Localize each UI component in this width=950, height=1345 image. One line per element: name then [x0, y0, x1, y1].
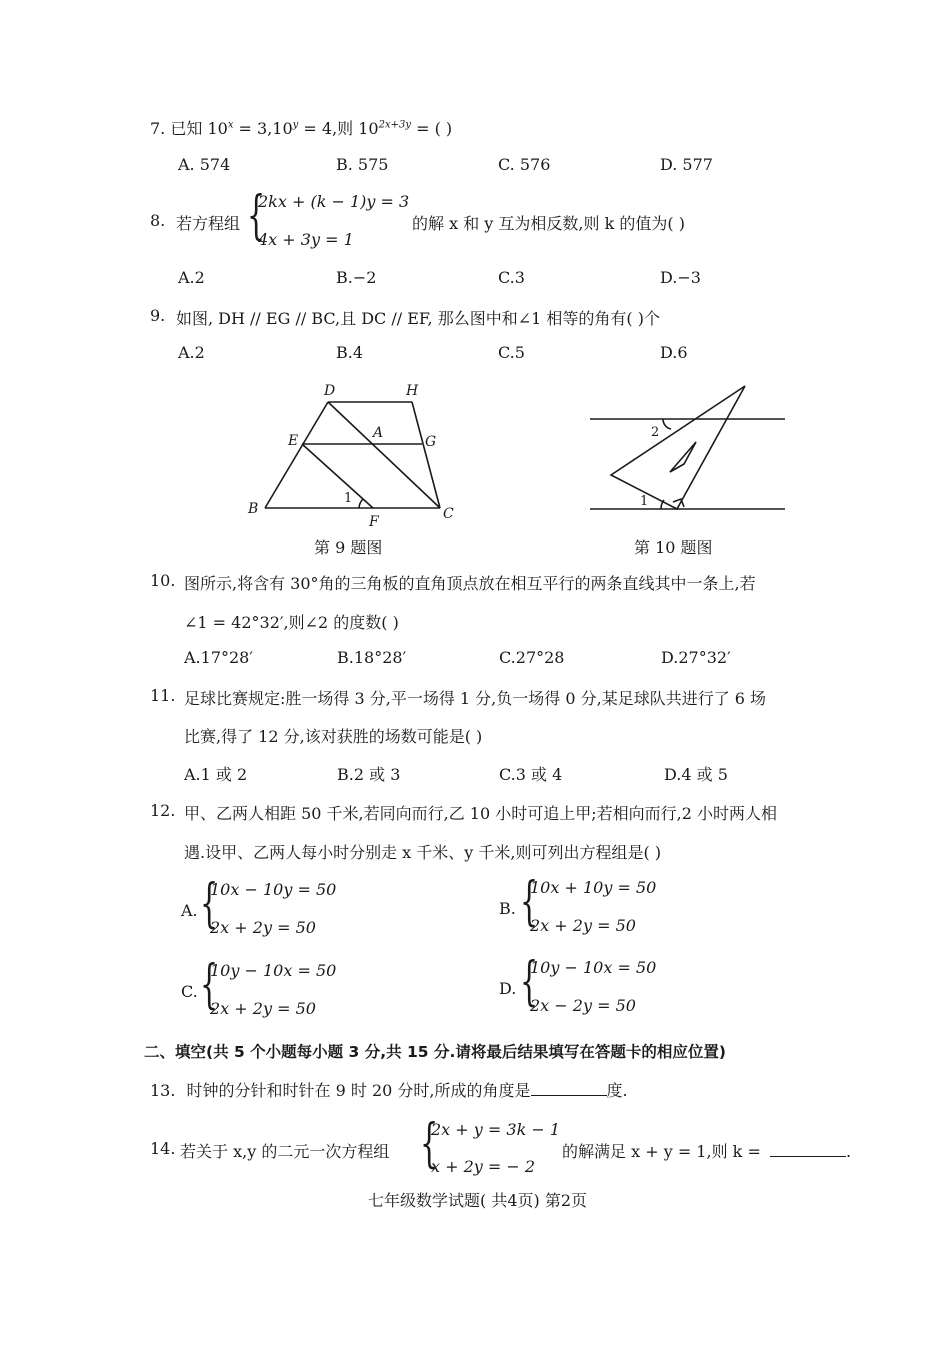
label-angle-2: 2 — [651, 425, 660, 440]
q14-tail: 的解满足 x + y = 1,则 k = — [562, 1142, 761, 1161]
q8-eq1: 2kx + (k − 1)y = 3 — [258, 192, 410, 211]
q12-option-a-brace: { — [200, 874, 219, 934]
q7-option-a: A. 574 — [178, 155, 231, 174]
q9-option-c: C.5 — [498, 343, 525, 362]
q11-number: 11. — [150, 686, 176, 705]
label-a: A — [373, 425, 384, 441]
q9-number: 9. — [150, 306, 166, 325]
q7-sup-exp: 2x+3y — [378, 119, 412, 131]
label-b: B — [248, 501, 259, 517]
q8-number: 8. — [150, 211, 166, 230]
q12-option-b-eq1: 10x + 10y = 50 — [530, 878, 657, 897]
q13-tail: 度. — [606, 1081, 628, 1100]
q14-lead: 若关于 x,y 的二元一次方程组 — [180, 1142, 390, 1161]
q8-option-c: C.3 — [498, 268, 525, 287]
q8-tail: 的解 x 和 y 互为相反数,则 k 的值为( ) — [412, 214, 685, 233]
q12-line2: 遇.设甲、乙两人每小时分别走 x 千米、y 千米,则可列出方程组是( ) — [184, 843, 662, 862]
q13-number: 13. — [150, 1081, 176, 1100]
q13-stem — [150, 1078, 628, 1101]
q9-option-b: B.4 — [336, 343, 364, 362]
q10-option-b: B.18°28′ — [337, 648, 407, 667]
q7-text-b: = 3,10 — [233, 119, 293, 138]
line-db — [265, 402, 328, 508]
triangle-ruler-outer — [611, 386, 745, 509]
q8-lead: 若方程组 — [176, 214, 241, 233]
q9-text: 如图, DH // EG // BC,且 DC // EF, 那么图中和∠1 相等的角有( )个 — [176, 309, 660, 328]
q8-option-a: A.2 — [178, 268, 205, 287]
section-2-heading: 二、填空(共 5 个小题每小题 3 分,共 15 分.请将最后结果填写在答题卡的相应位置) — [144, 1043, 726, 1061]
q12-option-d-eq2: 2x − 2y = 50 — [530, 996, 636, 1015]
q14-number: 14. — [150, 1139, 176, 1158]
q12-option-b-eq2: 2x + 2y = 50 — [530, 916, 636, 935]
q7-number: 7. — [150, 119, 166, 138]
q7-sup-x: x — [227, 119, 234, 131]
page-footer: 七年级数学试题( 共4页) 第2页 — [368, 1191, 588, 1210]
q9-option-d: D.6 — [660, 343, 688, 362]
q11-option-d: D.4 或 5 — [664, 765, 728, 784]
q7-text-d: = ( ) — [411, 119, 453, 138]
figure-9-diagram — [230, 375, 470, 530]
q11-line1: 足球比赛规定:胜一场得 3 分,平一场得 1 分,负一场得 0 分,某足球队共进行了 6 场 — [184, 689, 767, 708]
q13-answer-blank[interactable] — [531, 1081, 607, 1096]
label-f: F — [369, 514, 379, 530]
q7-stem — [150, 116, 452, 139]
q12-option-a-label: A. — [181, 901, 198, 920]
q12-option-a-eq2: 2x + 2y = 50 — [210, 918, 316, 937]
q10-line1: 图所示,将含有 30°角的三角板的直角顶点放在相互平行的两条直线其中一条上,若 — [184, 574, 756, 593]
q12-number: 12. — [150, 801, 176, 820]
q10-line2: ∠1 = 42°32′,则∠2 的度数( ) — [184, 613, 399, 632]
figure-10-diagram — [585, 378, 795, 523]
figure-10-caption: 第 10 题图 — [634, 538, 713, 557]
q10-option-d: D.27°32′ — [661, 648, 731, 667]
q11-line2: 比赛,得了 12 分,该对获胜的场数可能是( ) — [184, 727, 483, 746]
label-c: C — [443, 506, 454, 522]
q12-option-c-eq1: 10y − 10x = 50 — [210, 961, 337, 980]
q7-option-d: D. 577 — [660, 155, 713, 174]
q12-option-d-brace: { — [520, 952, 539, 1012]
q7-option-c: C. 576 — [498, 155, 551, 174]
q12-option-a-eq1: 10x − 10y = 50 — [210, 880, 337, 899]
q8-eq2: 4x + 3y = 1 — [258, 230, 354, 249]
q12-option-c-eq2: 2x + 2y = 50 — [210, 999, 316, 1018]
q11-option-a: A.1 或 2 — [184, 765, 248, 784]
q13-text: 时钟的分针和时针在 9 时 20 分时,所成的角度是 — [186, 1081, 531, 1100]
q9-option-a: A.2 — [178, 343, 205, 362]
q8-option-d: D.−3 — [660, 268, 701, 287]
q14-end: . — [845, 1142, 852, 1161]
label-g: G — [425, 434, 437, 450]
label-d: D — [324, 383, 336, 399]
q14-eq1: 2x + y = 3k − 1 — [431, 1120, 561, 1139]
q12-option-c-brace: { — [200, 955, 219, 1015]
q8-option-b: B.−2 — [336, 268, 377, 287]
q14-tail-wrap — [562, 1139, 851, 1162]
q10-option-c: C.27°28 — [499, 648, 565, 667]
q12-option-d-eq1: 10y − 10x = 50 — [530, 958, 657, 977]
q12-option-d-label: D. — [499, 979, 517, 998]
angle-1-arc — [359, 499, 363, 508]
line-hc — [412, 402, 440, 508]
q12-option-b-label: B. — [499, 899, 516, 918]
q12-option-c-label: C. — [181, 982, 198, 1001]
q14-answer-blank[interactable] — [770, 1142, 846, 1157]
triangle-ruler-hole — [670, 442, 696, 472]
q14-brace: { — [420, 1114, 439, 1174]
q10-option-a: A.17°28′ — [184, 648, 253, 667]
angle-2-arc — [663, 419, 671, 429]
label-h: H — [406, 383, 419, 399]
q7-text-a: 已知 10 — [170, 119, 228, 138]
q7-sup-y: y — [292, 119, 299, 131]
label-angle-1-fig10: 1 — [640, 494, 649, 509]
q12-option-b-brace: { — [520, 872, 539, 932]
q10-number: 10. — [150, 571, 176, 590]
figure-9-caption: 第 9 题图 — [314, 538, 383, 557]
q14-eq2: x + 2y = − 2 — [431, 1157, 536, 1176]
q7-option-b: B. 575 — [336, 155, 389, 174]
q7-text-c: = 4,则 10 — [298, 119, 379, 138]
label-angle-1: 1 — [344, 491, 353, 506]
line-ef — [302, 444, 373, 508]
label-e: E — [288, 433, 299, 449]
q12-line1: 甲、乙两人相距 50 千米,若同向而行,乙 10 小时可追上甲;若相向而行,2 小时两人相 — [184, 804, 777, 823]
q11-option-c: C.3 或 4 — [499, 765, 563, 784]
q11-option-b: B.2 或 3 — [337, 765, 401, 784]
q8-brace: { — [247, 186, 266, 246]
